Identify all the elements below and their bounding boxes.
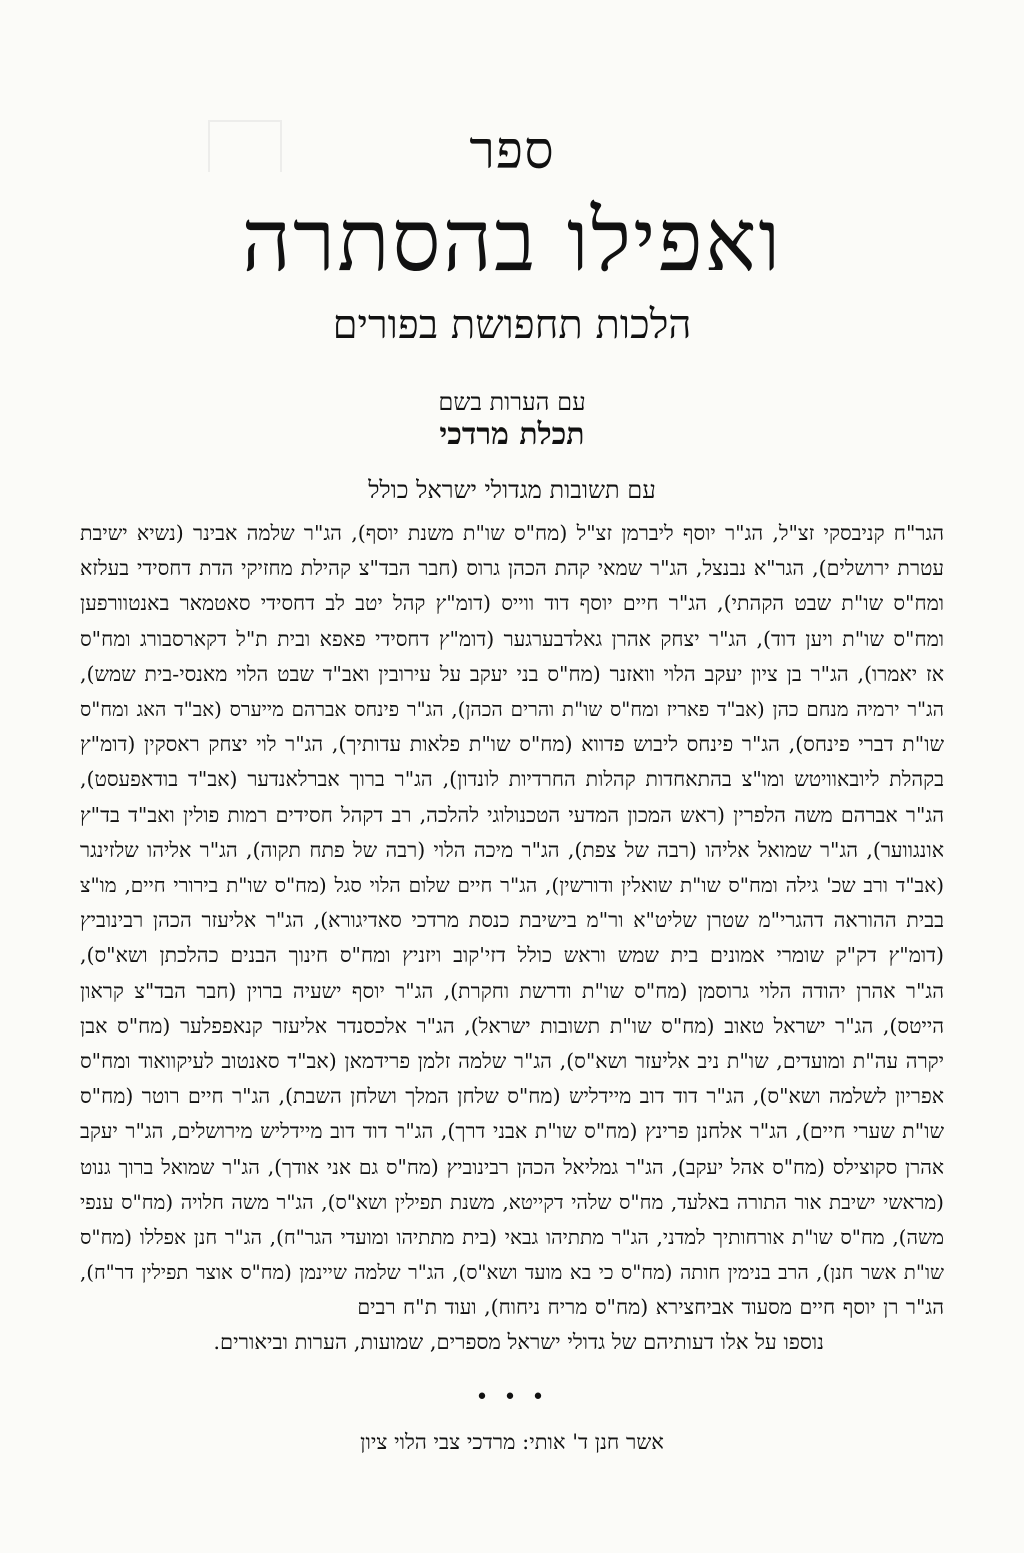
rabbis-line: אהרן סקוצילס (מח"ס אהל יעקב), הג"ר גמליאל הכהן רבינוביץ (מח"ס גם אני אודך), הג"ר שמואל ברוך גנוט — [80, 1154, 944, 1179]
rabbis-line: הגר"ח קניבסקי זצ"ל, הג"ר יוסף ליברמן זצ"ל (מח"ס שו"ת משנת יוסף), הג"ר שלמה אבינר (נשיא ישיבת — [80, 521, 944, 545]
rabbis-line: הג"ר ירמיה מנחם כהן (אב"ד פאריז ומח"ס שו"ת והרים הכהן), הג"ר פינחס אברהם מייערס (אב"ד האג ומח"ס — [80, 698, 944, 722]
rabbis-line: הג"ר אהרן יהודה הלוי גרוסמן (מח"ס שו"ת ודרשת וחקרת), הג"ר יוסף ישעיה ברוין (חבר הבד"צ קראון — [80, 978, 944, 1003]
rabbis-list — [80, 516, 944, 1326]
responsa-heading: עם תשובות מגדולי ישראל כולל — [368, 476, 656, 504]
rabbis-line: שו"ת אשר חנן), הרב בנימין חותה (מח"ס כי בא מועד ושא"ס), הג"ר שלמה שיינמן (מח"ס אוצר תפילין דר"ח), — [80, 1261, 944, 1285]
rabbis-line: הייטס), הג"ר ישראל טאוב (מח"ס שו"ת תשובות ישראל), הג"ר אלכסנדר אליעזר קנאפפלער (מח"ס אבן — [80, 1013, 944, 1038]
author-line: אשר חנן ד' אותי: מרדכי צבי הלוי ציון — [360, 1430, 664, 1454]
rabbis-line: אז יאמרו), הג"ר בן ציון יעקב הלוי וואזנר (מח"ס בני יעקב על עירובין ואב"ד שבט הלוי מאנסי-בית שמש), — [80, 661, 944, 686]
rabbis-line: שו"ת שערי חיים), הג"ר אלחנן פרינץ (מח"ס שו"ת אבני דרך), הג"ר דוד דוב מיידליש מירושלים, הג"ר יעקב — [80, 1119, 944, 1144]
rabbis-line: הג"ר אברהם משה הלפרין (ראש המכון המדעי הטכנולוגי להלכה, רב דקהל חסידים רמות פולין ואב"ד בד"ץ — [80, 802, 944, 827]
rabbis-line: בבית ההוראה דהגרי"מ שטרן שליט"א ור"מ בישיבת כנסת מרדכי סאדיגורא), הג"ר אליעזר הכהן רבינוביץ — [80, 908, 944, 933]
notes-name: תכלת מרדכי — [439, 417, 585, 452]
book-title: ואפילו בהסתרה — [241, 191, 783, 291]
rabbis-line: (אב"ד ורב שכ' גילה ומח"ס שו"ת שואלין ודורשין), הג"ר חיים שלום הלוי סגל (מח"ס שו"ת בירורי חיים, מו"צ — [80, 873, 944, 898]
rabbis-line: בקהלת ליובאוויטש ומו"צ בהתאחדות קהלות החרדיות לונדון), הג"ר ברוך אברלאנדער (אב"ד בודאפעסט), — [80, 767, 944, 792]
rabbis-line: משה), מח"ס שו"ת אורחותיך למדני, הג"ר מתתיהו גבאי (בית מתתיהו ומועדי הגר"ח), הג"ר חנן אפללו (מח"ס — [80, 1225, 944, 1250]
rabbis-line: אונגווער), הג"ר שמואל אליהו (רבה של צפת), הג"ר מיכה הלוי (רבה של פתח תקוה), הג"ר אליהו שלזינגר — [80, 837, 944, 862]
ornament-divider: • • • — [475, 1385, 549, 1410]
rabbis-line: שו"ת דברי פינחס), הג"ר פינחס ליבוש פדווא (מח"ס שו"ת פלאות עדותיך), הג"ר לוי יצחק ראסקין (דומ"ץ — [80, 732, 944, 757]
rabbis-line: הג"ר רן יוסף חיים מסעוד אביחצירא (מח"ס מריח ניחוח), ועוד ת"ח רבים — [357, 1295, 944, 1320]
notes-prefix: עם הערות בשם — [438, 388, 586, 416]
rabbis-line: (מראשי ישיבת אור התורה באלעד, מח"ס שלהי דקייטא, משנת תפילין ושא"ס), הג"ר משה חלויה (מח"ס ענפי — [80, 1189, 944, 1214]
rabbis-line: אפריון לשלמה ושא"ס), הג"ר דוד דוב מיידליש (מח"ס שלחן המלך ושלחן השבת), הג"ר חיים רוטר (מח"ס — [80, 1084, 944, 1109]
rabbis-line: עטרת ירושלים), הגר"א נבנצל, הג"ר שמאי קהת הכהן גרוס (חבר הבד"צ קהילת מחזיקי הדת דחסידי בעלזא — [80, 556, 944, 581]
rabbis-line: ומח"ס שו"ת שבט הקהתי), הג"ר חיים יוסף דוד ווייס (דומ"ץ קהל יטב לב דחסידי סאטמאר באנטוורפען — [80, 591, 944, 616]
additions-note: נוספו על אלו דעותיהם של גדולי ישראל מספרים, שמועות, הערות וביאורים. — [213, 1330, 824, 1354]
book-subtitle: הלכות תחפושת בפורים — [332, 302, 692, 348]
rabbis-line: (דומ"ץ דק"ק שומרי אמונים בית שמש וראש כולל דזי'קוב ויזניץ ומח"ס חינוך הבנים כהלכתן ושא"ס), — [80, 943, 944, 968]
rabbis-line: ומח"ס שו"ת ויען דוד), הג"ר יצחק אהרן גאלדבערגער (דומ"ץ דחסידי פאפא ובית ת"ל דקארסבורג ומח"ס — [80, 626, 944, 651]
book-label: ספר — [469, 121, 555, 181]
rabbis-line: יקרה עה"ת ומועדים, שו"ת ניב אליעזר ושא"ס), הג"ר שלמה זלמן פרידמאן (אב"ד סאנטוב לעיקוואוד ומח"ס — [80, 1049, 944, 1074]
